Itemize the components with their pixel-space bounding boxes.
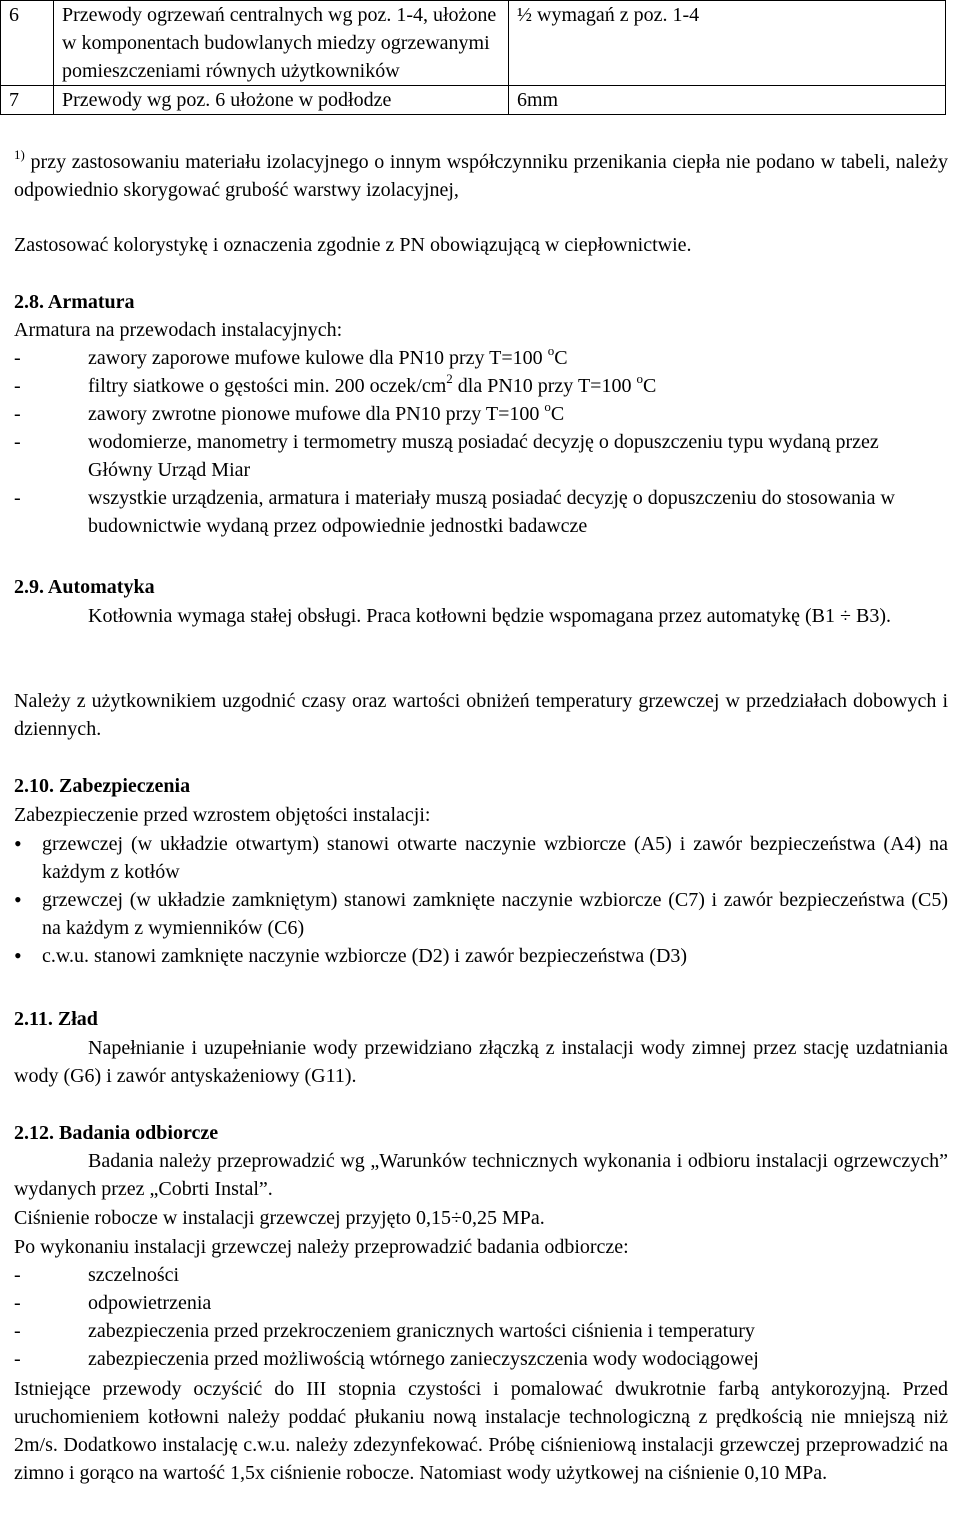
row-value: ½ wymagań z poz. 1-4 xyxy=(509,1,946,86)
table-footnote xyxy=(14,148,948,204)
tests-intro: Po wykonaniu instalacji grzewczej należy przeprowadzić badania odbiorcze: xyxy=(14,1236,629,1258)
armatura-list xyxy=(14,344,948,540)
superscript: 2 xyxy=(446,371,453,386)
degree-mark: o xyxy=(547,343,555,358)
list-item: - wszystkie urządzenia, armatura i materiały muszą posiadać decyzję o dopuszczeniu do stosowania w budownictwie wydaną przez odpowiednie jednostki badawcze xyxy=(14,484,948,540)
row-description: Przewody ogrzewań centralnych wg poz. 1-4, ułożone w komponentach budowlanych miedzy ogrzewanymi pomieszczeniami równych użytkowników xyxy=(54,1,509,86)
row-description: Przewody wg poz. 6 ułożone w podłodze xyxy=(54,86,509,115)
list-item: • grzewczej (w układzie otwartym) stanowi otwarte naczynie wzbiorcze (A5) i zawór bezpieczeństwa (A4) na każdym z kotłów xyxy=(14,830,948,886)
section-heading-zabezpieczenia: 2.10. Zabezpieczenia xyxy=(14,775,191,797)
list-item: • c.w.u. stanowi zamknięte naczynie wzbiorcze (D2) i zawór bezpieczeństwa (D3) xyxy=(14,942,948,970)
section-heading-badania: 2.12. Badania odbiorcze xyxy=(14,1122,219,1144)
pressure-paragraph: Ciśnienie robocze w instalacji grzewczej przyjęto 0,15÷0,25 MPa. xyxy=(14,1207,545,1229)
item-text: dla PN10 przy T=100 xyxy=(452,375,637,397)
row-value: 6mm xyxy=(509,86,946,115)
footnote-text: przy zastosowaniu materiału izolacyjnego o innym współczynniku przenikania ciepła nie podano w tabeli, należy odpowiednio skorygować grubość warstwy izolacyjnej, xyxy=(14,151,948,201)
badania-paragraph: Badania należy przeprowadzić wg „Warunków technicznych wykonania i odbioru instalacji ogrzewczych” wydanych przez „Cobrti Instal”. xyxy=(14,1150,948,1200)
list-item xyxy=(14,372,948,400)
table-row xyxy=(1,86,946,115)
zabezpieczenia-list xyxy=(14,830,948,970)
armatura-intro: Armatura na przewodach instalacyjnych: xyxy=(14,319,343,341)
section-heading-automatyka: 2.9. Automatyka xyxy=(14,576,155,598)
item-text: zawory zaporowe mufowe kulowe dla PN10 przy T=100 xyxy=(88,347,548,369)
list-item: - szczelności xyxy=(14,1261,948,1289)
insulation-table xyxy=(0,0,946,115)
row-number: 7 xyxy=(1,86,54,115)
unit-text: C xyxy=(554,347,568,369)
tests-list xyxy=(14,1261,948,1373)
zlad-paragraph: Napełnianie i uzupełnianie wody przewidziano złączką z instalacji wody zimnej przez stację uzdatniania wody (G6) i zawór antyskażeniowy (G11). xyxy=(14,1037,948,1087)
list-item xyxy=(14,400,948,428)
degree-mark: o xyxy=(636,371,643,386)
list-item: - zabezpieczenia przed możliwością wtórnego zanieczyszczenia wody wodociągowej xyxy=(14,1345,948,1373)
final-paragraph: Istniejące przewody oczyścić do III stopnia czystości i pomalować dwukrotnie farbą antykorozyjną. Przed uruchomieniem kotłowni należy poddać płukaniu nową instalacje technologiczną z prędkością nie mniejszą niż 2m/s. Dodatkowo instalację c.w.u. należy zdezynfekować. Próbę ciśnieniową instalacji grzewczej przeprowadzić na zimno i gorąco na wartość 1,5x ciśnienie robocze. Natomiast wody użytkowej na ciśnienie 0,10 MPa. xyxy=(14,1378,948,1484)
degree-mark: o xyxy=(544,399,551,414)
row-number: 6 xyxy=(1,1,54,86)
list-item: - odpowietrzenia xyxy=(14,1289,948,1317)
list-item: - zabezpieczenia przed przekroczeniem granicznych wartości ciśnienia i temperatury xyxy=(14,1317,948,1345)
colour-note: Zastosować kolorystykę i oznaczenia zgodnie z PN obowiązującą w ciepłownictwie. xyxy=(14,234,692,256)
list-item xyxy=(14,344,948,372)
list-item: - wodomierze, manometry i termometry muszą posiadać decyzję o dopuszczeniu typu wydaną przez Główny Urząd Miar xyxy=(14,428,948,484)
automatyka-paragraph-2: Należy z użytkownikiem uzgodnić czasy oraz wartości obniżeń temperatury grzewczej w przedziałach dobowych i dziennych. xyxy=(14,690,948,740)
item-text: filtry siatkowe o gęstości min. 200 oczek/cm xyxy=(88,375,447,397)
item-text: zawory zwrotne pionowe mufowe dla PN10 przy T=100 xyxy=(88,403,545,425)
table-row xyxy=(1,1,946,86)
zabezpieczenia-intro: Zabezpieczenie przed wzrostem objętości instalacji: xyxy=(14,804,431,826)
section-heading-zlad: 2.11. Zład xyxy=(14,1008,98,1030)
unit-text: C xyxy=(550,403,565,425)
section-heading-armatura: 2.8. Armatura xyxy=(14,291,135,313)
footnote-mark: 1) xyxy=(14,147,25,162)
list-item: • grzewczej (w układzie zamkniętym) stanowi zamknięte naczynie wzbiorcze (C7) i zawór bezpieczeństwa (C5) na każdym z wymienników (C6) xyxy=(14,886,948,942)
unit-text: C xyxy=(642,375,657,397)
automatyka-paragraph: Kotłownia wymaga stałej obsługi. Praca kotłowni będzie wspomagana przez automatykę (B1 ÷ B3). xyxy=(88,605,891,627)
